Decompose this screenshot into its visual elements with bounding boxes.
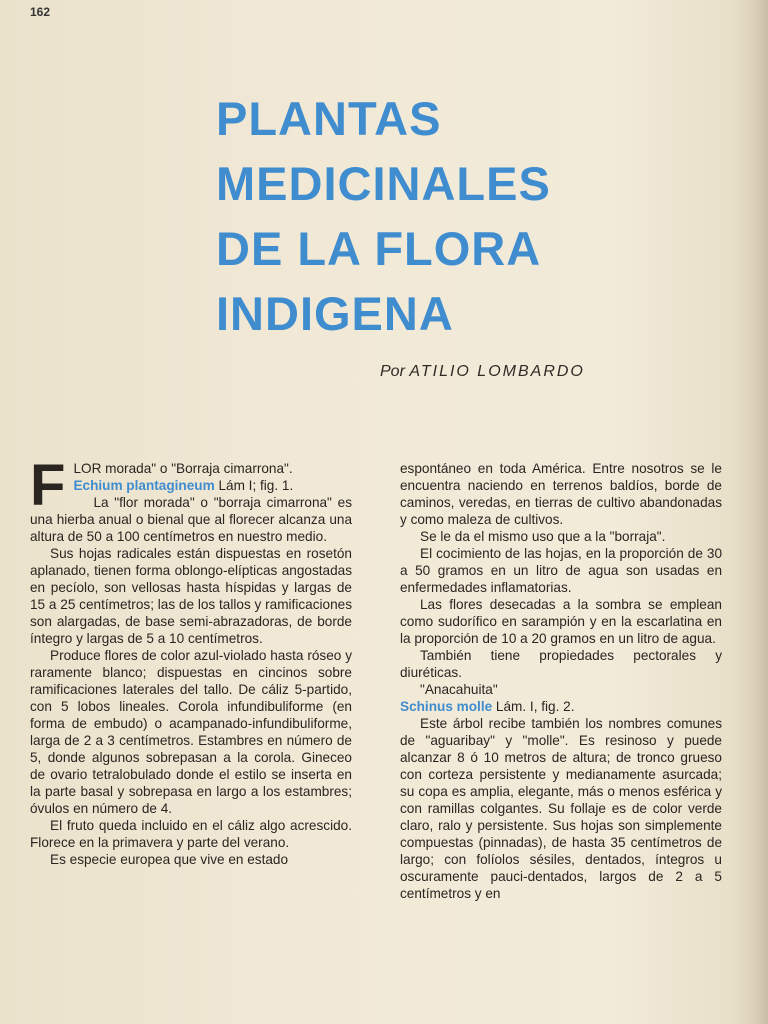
page-edge-shadow	[734, 0, 768, 1024]
title-line-4: INDIGENA	[216, 287, 454, 340]
author-prefix: Por	[380, 363, 405, 380]
species-ref-echium: Lám I; fig. 1.	[214, 478, 294, 493]
paragraph: El cocimiento de las hojas, en la proporción de 30 a 50 gramos en un litro de agua son usadas en enfermedades inflamatorias.	[400, 546, 722, 595]
paragraph: Es especie europea que vive en estado	[50, 852, 289, 867]
title-line-3: DE LA FLORA	[216, 222, 542, 275]
drop-cap: F	[30, 453, 66, 518]
intro-text: LOR morada" o "Borraja cimarrona".	[73, 461, 293, 476]
left-column	[30, 453, 352, 868]
paragraph: También tiene propiedades pectorales y diuréticas.	[400, 648, 722, 680]
paragraph: Se le da el mismo uso que a la "borraja".	[420, 529, 666, 544]
intro-paragraph	[30, 453, 352, 518]
common-name-anacahuita: "Anacahuita"	[420, 682, 498, 697]
paragraph: Produce flores de color azul-violado hasta róseo y raramente blanco; dispuestas en cincinos sobre ramificaciones laterales del tallo. De cáliz 5-partido, con 5 lobos lineales. Corola infundibuliforme (en forma de embudo) o acampanado-infundibuliforme, larga de 2 a 3 centímetros. Estambres en número de 5, donde algunos sobrepasan a la corola. Gineceo de ovario tetralobulado donde el estilo se inserta en la parte basal y sobrepasa en largo a los estambres; óvulos en número de 4.	[30, 648, 352, 816]
species-heading-schinus	[400, 698, 722, 715]
paragraph: La "flor morada" o "borraja cimarrona" es una hierba anual o bienal que al florecer alcanza una altura de 50 a 100 centímetros en nuestro medio.	[30, 495, 352, 544]
species-name-echium: Echium plantagineum	[73, 478, 215, 493]
page-number: 162	[30, 5, 51, 19]
author-byline	[380, 363, 585, 381]
species-name-schinus: Schinus molle	[400, 699, 493, 714]
right-column	[400, 460, 722, 902]
paragraph: Sus hojas radicales están dispuestas en rosetón aplanado, tienen forma oblongo-elípticas angostadas en pecíolo, son vellosas hasta híspidas y largas de 15 a 25 centímetros; las de los tallos y ramificaciones son alargadas, de base semi-abrazadoras, de borde íntegro y largas de 5 a 10 centímetros.	[30, 546, 352, 646]
paragraph: Las flores desecadas a la sombra se emplean como sudorífico en sarampión y en la escarlatina en la proporción de 10 a 20 gramos en un litro de agua.	[400, 597, 722, 646]
article-title	[216, 86, 551, 346]
title-line-1: PLANTAS	[216, 92, 442, 145]
paragraph: Este árbol recibe también los nombres comunes de "aguaribay" y "molle". Es resinoso y puede alcanzar 8 ó 10 metros de altura; de tronco grueso con corteza persistente y medianamente asurcada; su copa es amplia, elegante, más o menos esférica y con ramillas colgantes. Su follaje es de color verde claro, ralo y persistente. Sus hojas son simplemente compuestas (pinnadas), de hasta 35 centímetros de largo; con folíolos sésiles, dentados, íntegros u oscuramente pauci-dentados, largos de 2 a 5 centímetros y en	[400, 716, 722, 901]
title-line-2: MEDICINALES	[216, 157, 551, 210]
species-ref-schinus: Lám. I, fig. 2.	[492, 699, 575, 714]
author-name: ATILIO LOMBARDO	[409, 363, 585, 380]
paragraph: El fruto queda incluido en el cáliz algo acrescido. Florece en la primavera y parte del verano.	[30, 818, 352, 850]
paragraph: espontáneo en toda América. Entre nosotros se le encuentra naciendo en terrenos baldíos, borde de caminos, veredas, en tierras de cultivo abandonadas y como maleza de cultivos.	[400, 461, 722, 527]
